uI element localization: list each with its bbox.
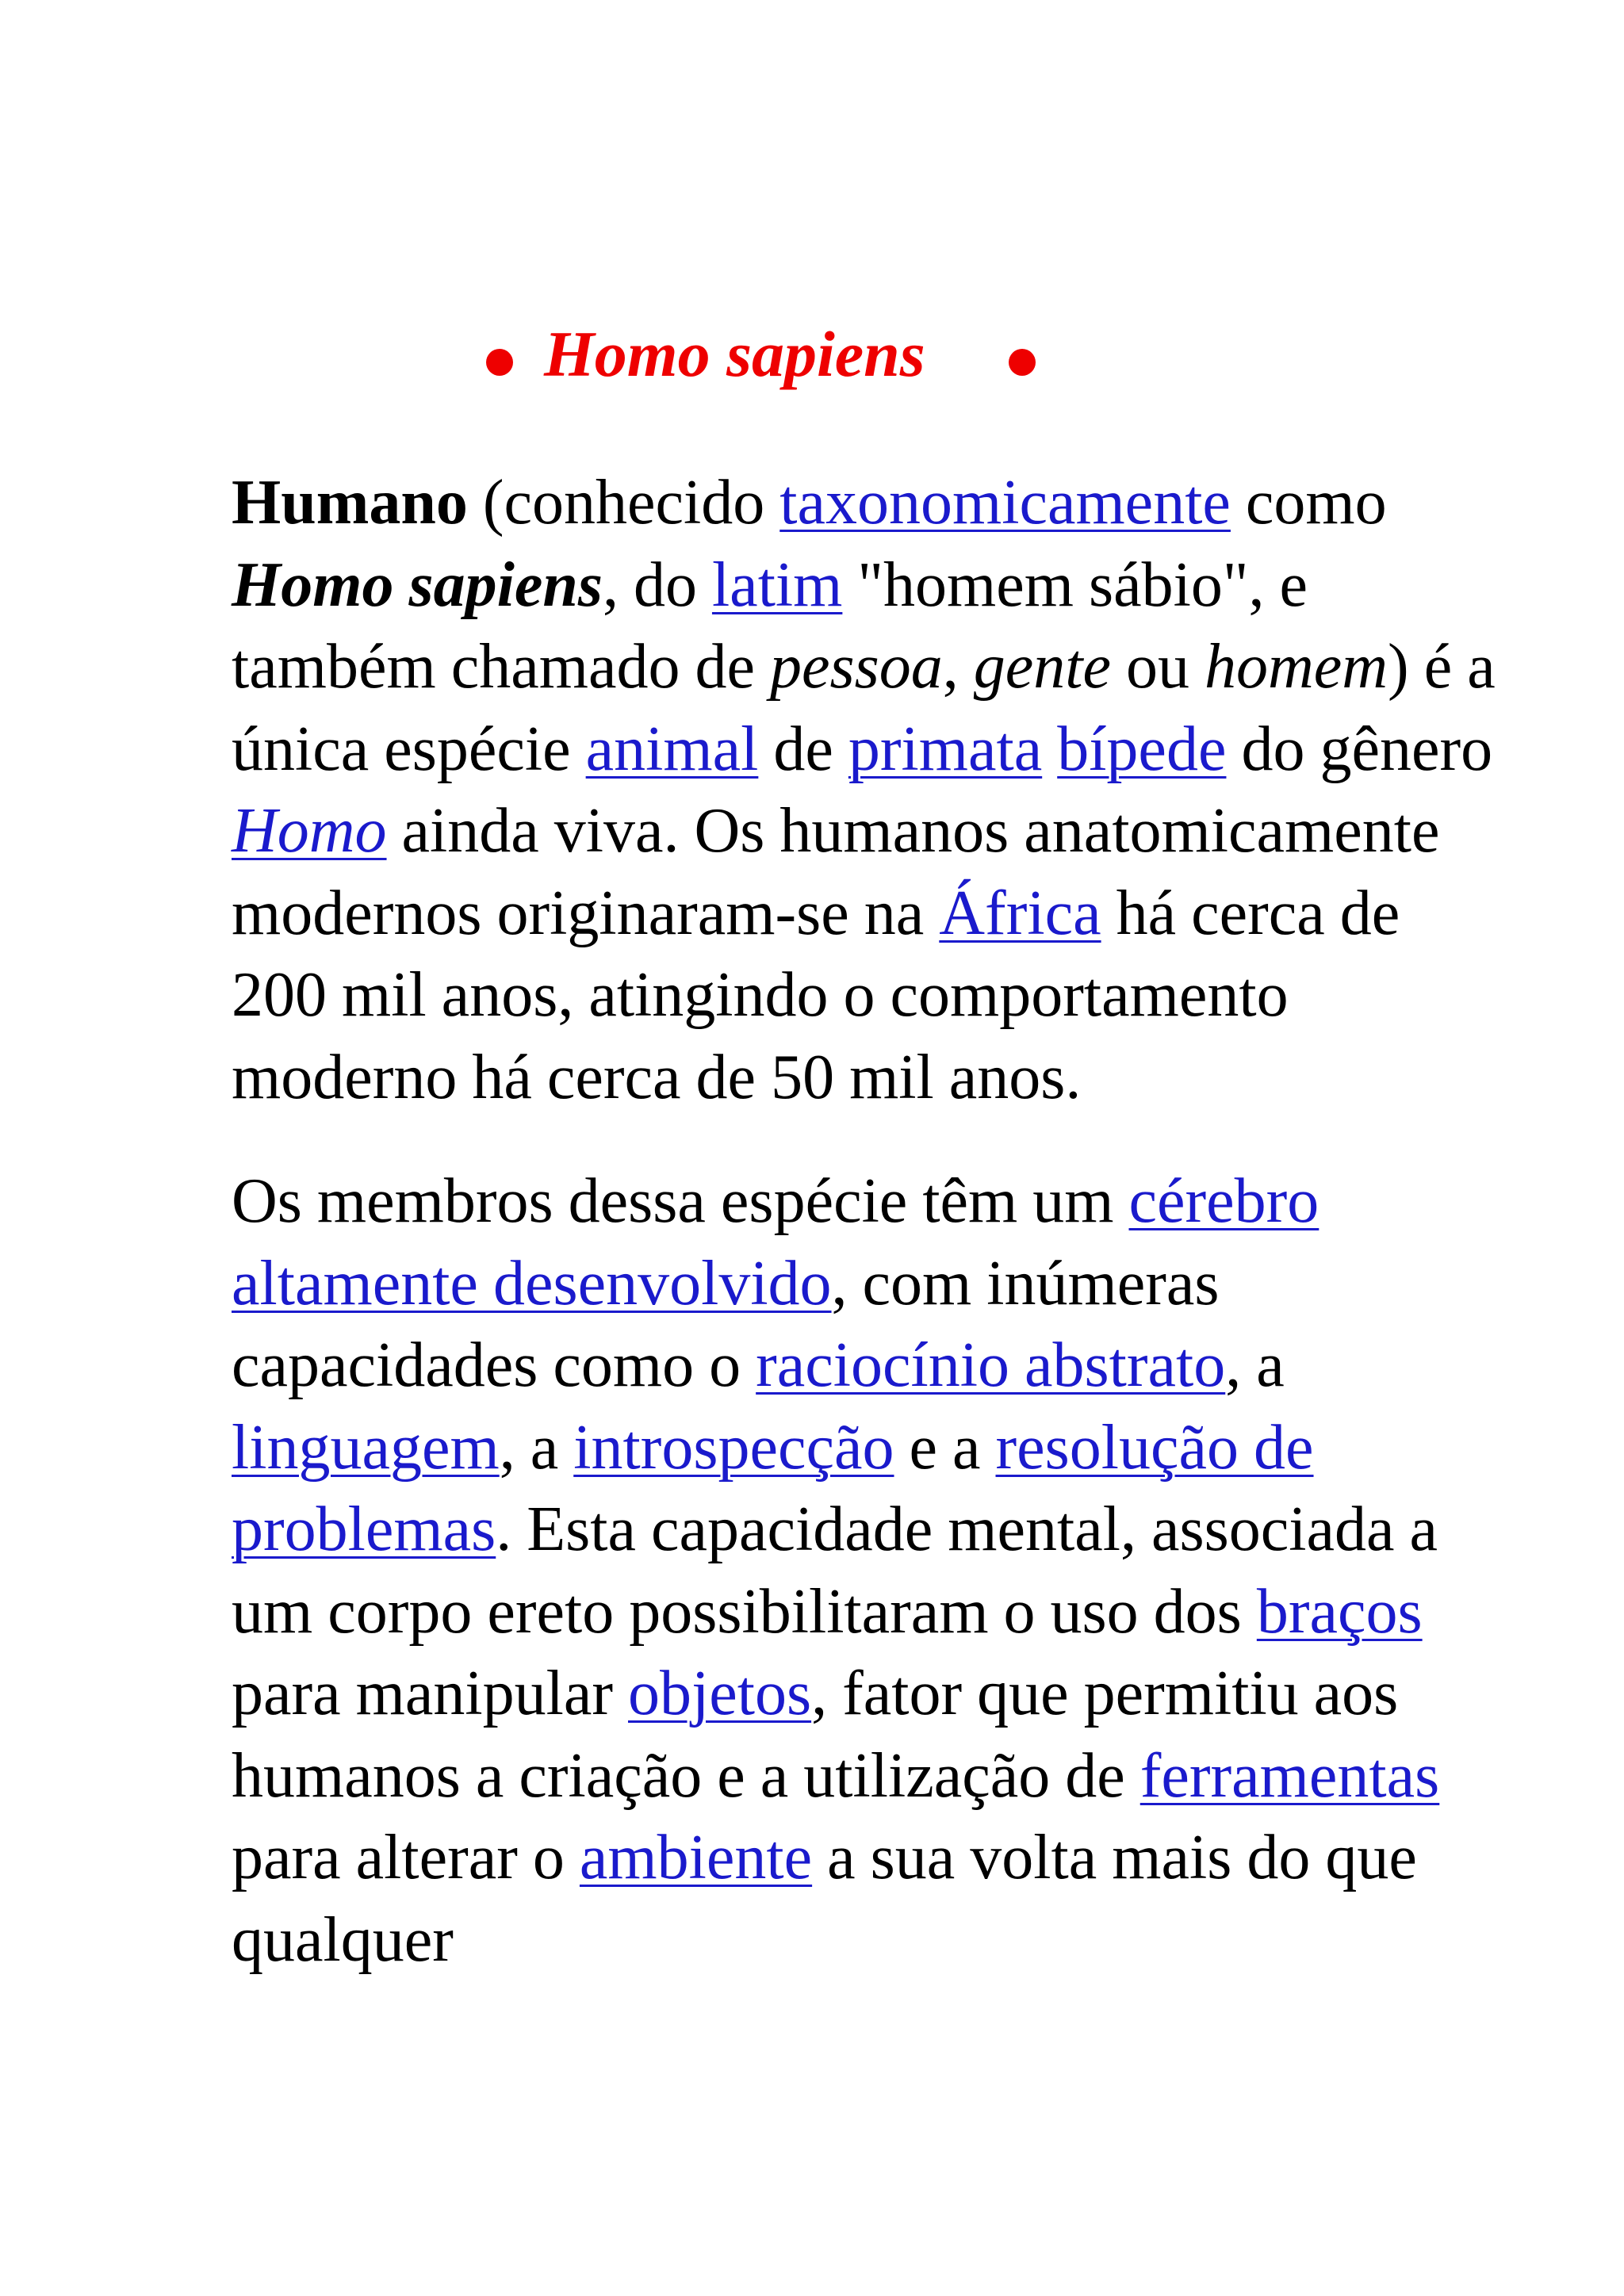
italic-homem: homem xyxy=(1204,632,1388,702)
text: ou xyxy=(1125,632,1189,702)
text: , a xyxy=(499,1412,559,1483)
text: há cerca de 200 mil anos, atingindo o comportamento moderno há cerca de 50 mil anos. xyxy=(232,878,1400,1112)
italic-gente: gente xyxy=(973,632,1111,702)
link-linguagem[interactable]: linguagem xyxy=(232,1412,500,1483)
scientific-name: Homo sapiens xyxy=(232,549,603,620)
link-objetos[interactable]: objetos xyxy=(628,1659,812,1728)
text: , com inúmeras capacidades como o xyxy=(232,1248,1220,1400)
text: a sua volta mais do que qualquer xyxy=(232,1823,1417,1975)
text: . Esta capacidade mental, associada a um corpo ereto possibilitaram o uso dos xyxy=(232,1494,1438,1647)
text: como xyxy=(1245,468,1387,538)
text: de xyxy=(773,714,833,784)
link-latim[interactable]: latim xyxy=(711,549,843,620)
link-taxonomicamente[interactable]: taxonomicamente xyxy=(779,468,1231,538)
link-primata[interactable]: primata xyxy=(848,714,1043,784)
link-ferramentas[interactable]: ferramentas xyxy=(1139,1740,1440,1811)
bullet-icon xyxy=(1009,349,1036,376)
link-ambiente[interactable]: ambiente xyxy=(579,1823,813,1892)
link-africa[interactable]: África xyxy=(939,878,1101,948)
bullet-icon xyxy=(486,349,513,376)
text: (conhecido xyxy=(482,468,765,538)
page-title: Homo sapiens xyxy=(544,318,925,390)
text: e a xyxy=(909,1412,981,1483)
text: ) é a única espécie xyxy=(232,632,1496,784)
link-introspeccao[interactable]: introspecção xyxy=(573,1412,894,1483)
text: "homem sábio", e também chamado de xyxy=(232,549,1308,702)
link-animal[interactable]: animal xyxy=(585,714,759,784)
italic-pessoa: pessoa xyxy=(769,632,943,702)
link-raciocinio-abstrato[interactable]: raciocínio abstrato xyxy=(756,1330,1226,1400)
link-resolucao-de-problemas[interactable]: resolução de problemas xyxy=(232,1412,1314,1564)
link-cerebro[interactable]: cérebro altamente desenvolvido xyxy=(232,1166,1320,1318)
article-body xyxy=(232,462,1500,1981)
text: para manipular xyxy=(232,1659,613,1728)
term-humano: Humano xyxy=(232,468,468,538)
link-bipede[interactable]: bípede xyxy=(1057,714,1227,784)
title-row xyxy=(0,311,1624,398)
text: para alterar o xyxy=(232,1823,565,1892)
text: Os membros dessa espécie têm um xyxy=(232,1166,1114,1236)
paragraph-capacities xyxy=(232,1161,1500,1981)
text: do gênero xyxy=(1241,714,1493,784)
link-homo[interactable]: Homo xyxy=(232,796,387,866)
text: , a xyxy=(1225,1330,1285,1400)
text: , do xyxy=(602,549,697,620)
text: ainda viva. Os humanos anatomicamente modernos originaram-se na xyxy=(232,796,1440,948)
link-bracos[interactable]: braços xyxy=(1256,1576,1423,1647)
text: , xyxy=(942,632,959,702)
text: , fator que permitiu aos humanos a criação e a utilização de xyxy=(232,1659,1399,1811)
paragraph-intro xyxy=(232,462,1500,1119)
